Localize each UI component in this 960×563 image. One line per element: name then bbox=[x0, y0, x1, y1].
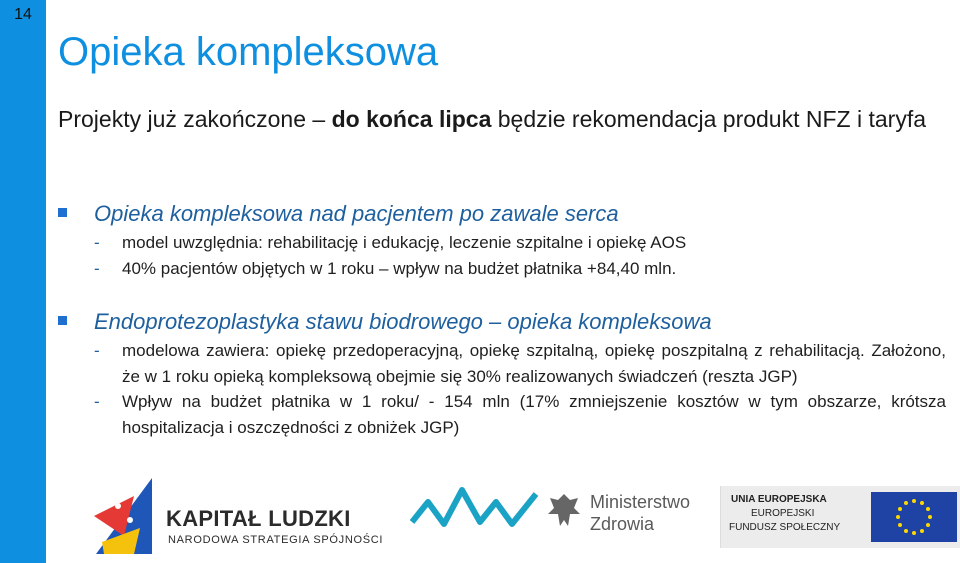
eu-line2: EUROPEJSKI bbox=[751, 508, 815, 519]
eagle-emblem-icon bbox=[546, 490, 582, 530]
intro-bold: do końca lipca bbox=[331, 106, 492, 132]
section-heading-text: Endoprotezoplastyka stawu biodrowego – opieka kompleksowa bbox=[94, 309, 712, 334]
kapital-ludzki-emblem-icon bbox=[94, 476, 164, 556]
intro-after: będzie rekomendacja produkt NFZ i taryfa bbox=[491, 106, 927, 132]
list-item bbox=[56, 389, 946, 440]
list-item bbox=[56, 338, 946, 389]
eu-logo bbox=[720, 486, 960, 548]
list-item bbox=[56, 230, 946, 256]
ministry-line2: Zdrowia bbox=[590, 514, 655, 534]
sidebar-bar bbox=[0, 0, 46, 563]
dash-bullet-icon: - bbox=[94, 233, 100, 252]
ministry-logo bbox=[410, 484, 710, 554]
intro-text bbox=[58, 102, 943, 136]
page-number: 14 bbox=[14, 6, 32, 23]
section-heading bbox=[56, 200, 946, 228]
kapital-title: KAPITAŁ LUDZKI bbox=[166, 506, 351, 531]
eu-line1: UNIA EUROPEJSKA bbox=[731, 494, 827, 505]
section-hip bbox=[56, 308, 946, 440]
ministry-line1: Ministerstwo bbox=[590, 492, 691, 512]
footer-logos bbox=[46, 466, 960, 563]
kapital-ludzki-logo bbox=[94, 476, 434, 556]
eu-line3: FUNDUSZ SPOŁECZNY bbox=[729, 522, 841, 533]
square-bullet-icon bbox=[58, 208, 67, 217]
eu-flag-icon bbox=[871, 492, 957, 542]
slide-title: Opieka kompleksowa bbox=[58, 30, 439, 74]
list-item-text: modelowa zawiera: opiekę przedoperacyjną, opiekę szpitalną, opiekę poszpitalną z rehabilitacją. Założono, że w 1 roku opieką kompleksową obejmie się 30% realizowanych świadczeń (reszta JGP) bbox=[122, 341, 946, 386]
kapital-subtitle: NARODOWA STRATEGIA SPÓJNOŚCI bbox=[168, 534, 384, 546]
dash-bullet-icon: - bbox=[94, 341, 100, 360]
square-bullet-icon bbox=[58, 316, 67, 325]
section-cardiac bbox=[56, 200, 946, 281]
dash-bullet-icon: - bbox=[94, 392, 100, 411]
list-item-text: Wpływ na budżet płatnika w 1 roku/ - 154 mln (17% zmniejszenie kosztów w tym obszarze, krótsza hospitalizacja i oszczędności z obniżek JGP) bbox=[122, 392, 946, 437]
mz-wave-icon bbox=[410, 484, 540, 534]
section-heading bbox=[56, 308, 946, 336]
dash-bullet-icon: - bbox=[94, 258, 100, 278]
intro-before: Projekty już zakończone – bbox=[58, 106, 332, 132]
section-heading-text: Opieka kompleksowa nad pacjentem po zawale serca bbox=[94, 201, 619, 226]
list-item-text: 40% pacjentów objętych w 1 roku – wpływ na budżet płatnika +84,40 mln. bbox=[122, 258, 677, 278]
list-item-text: model uwzględnia: rehabilitację i edukację, leczenie szpitalne i opiekę AOS bbox=[122, 233, 687, 252]
list-item bbox=[56, 256, 946, 282]
